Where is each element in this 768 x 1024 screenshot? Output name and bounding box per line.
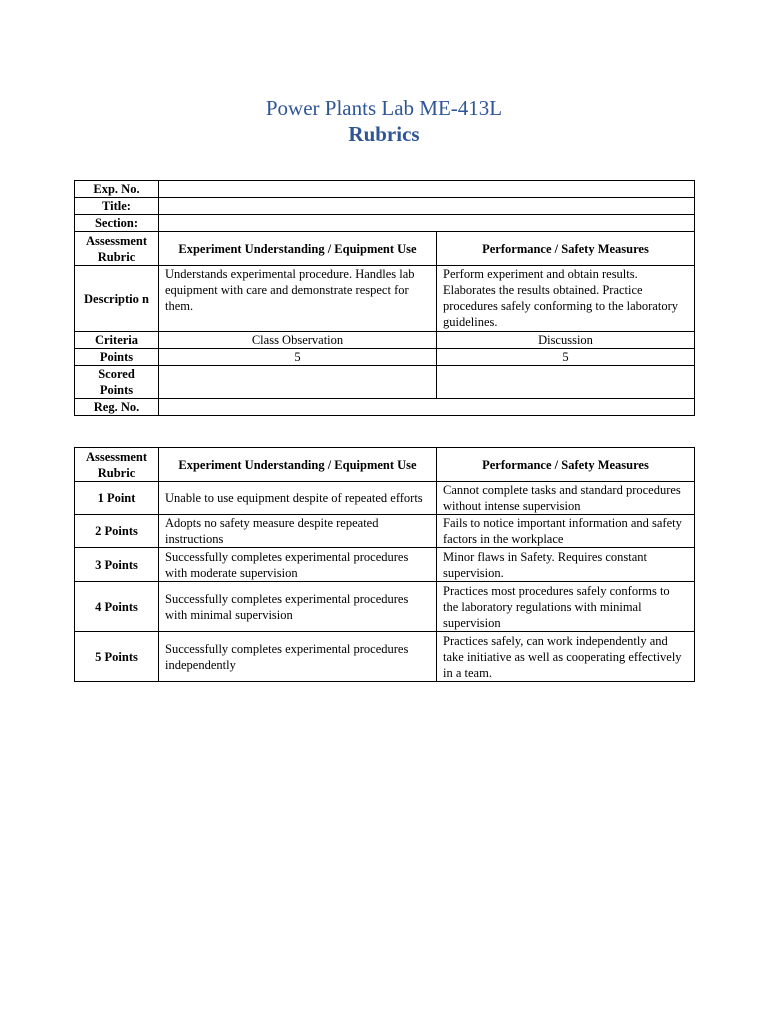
level-4-label: 4 Points bbox=[75, 582, 159, 632]
level-1-label: 1 Point bbox=[75, 482, 159, 515]
level-1-understanding: Unable to use equipment despite of repeated efforts bbox=[159, 482, 437, 515]
performance-points: 5 bbox=[437, 349, 695, 366]
understanding-points: 5 bbox=[159, 349, 437, 366]
level-row-2 bbox=[75, 515, 695, 548]
understanding-header: Experiment Understanding / Equipment Use bbox=[159, 232, 437, 266]
criteria-row bbox=[75, 332, 695, 349]
level-4-understanding: Successfully completes experimental procedures with minimal supervision bbox=[159, 582, 437, 632]
section-field[interactable] bbox=[159, 215, 695, 232]
reg-no-row bbox=[75, 399, 695, 416]
reg-no-label: Reg. No. bbox=[75, 399, 159, 416]
exp-no-field[interactable] bbox=[159, 181, 695, 198]
scored-points-row bbox=[75, 366, 695, 399]
levels-understanding-header: Experiment Understanding / Equipment Use bbox=[159, 448, 437, 482]
performance-header: Performance / Safety Measures bbox=[437, 232, 695, 266]
criteria-label: Criteria bbox=[75, 332, 159, 349]
title-field[interactable] bbox=[159, 198, 695, 215]
level-1-performance: Cannot complete tasks and standard procedures without intense supervision bbox=[437, 482, 695, 515]
level-5-understanding: Successfully completes experimental procedures independently bbox=[159, 632, 437, 682]
level-row-4 bbox=[75, 582, 695, 632]
level-2-performance: Fails to notice important information and safety factors in the workplace bbox=[437, 515, 695, 548]
rubric-levels-table bbox=[74, 447, 695, 682]
assessment-rubric-label: Assessment Rubric bbox=[75, 232, 159, 266]
level-3-performance: Minor flaws in Safety. Requires constant supervision. bbox=[437, 548, 695, 582]
levels-assessment-rubric-label: Assessment Rubric bbox=[75, 448, 159, 482]
level-3-understanding: Successfully completes experimental procedures with moderate supervision bbox=[159, 548, 437, 582]
experiment-info-table bbox=[74, 180, 695, 416]
levels-header-row bbox=[75, 448, 695, 482]
points-label: Points bbox=[75, 349, 159, 366]
document-title: Power Plants Lab ME-413L bbox=[265, 96, 503, 120]
performance-criteria: Discussion bbox=[437, 332, 695, 349]
document-subtitle: Rubrics bbox=[348, 122, 420, 146]
performance-scored-field[interactable] bbox=[437, 366, 695, 399]
title-label: Title: bbox=[75, 198, 159, 215]
title-row bbox=[75, 198, 695, 215]
description-row bbox=[75, 266, 695, 332]
scored-points-label: Scored Points bbox=[75, 366, 159, 399]
understanding-scored-field[interactable] bbox=[159, 366, 437, 399]
levels-performance-header: Performance / Safety Measures bbox=[437, 448, 695, 482]
level-5-label: 5 Points bbox=[75, 632, 159, 682]
level-2-label: 2 Points bbox=[75, 515, 159, 548]
exp-no-label: Exp. No. bbox=[75, 181, 159, 198]
level-4-performance: Practices most procedures safely conforms to the laboratory regulations with minimal supervision bbox=[437, 582, 695, 632]
level-5-performance: Practices safely, can work independently and take initiative as well as cooperating effectively in a team. bbox=[437, 632, 695, 682]
section-label: Section: bbox=[75, 215, 159, 232]
understanding-description: Understands experimental procedure. Handles lab equipment with care and demonstrate respect for them. bbox=[159, 266, 437, 332]
points-row bbox=[75, 349, 695, 366]
header-row bbox=[75, 232, 695, 266]
section-row bbox=[75, 215, 695, 232]
reg-no-field[interactable] bbox=[159, 399, 695, 416]
level-2-understanding: Adopts no safety measure despite repeated instructions bbox=[159, 515, 437, 548]
performance-description: Perform experiment and obtain results. Elaborates the results obtained. Practice procedures safely conforming to the laboratory guidelines. bbox=[437, 266, 695, 332]
level-row-3 bbox=[75, 548, 695, 582]
description-label: Descriptio n bbox=[75, 266, 159, 332]
level-3-label: 3 Points bbox=[75, 548, 159, 582]
exp-no-row bbox=[75, 181, 695, 198]
level-row-5 bbox=[75, 632, 695, 682]
understanding-criteria: Class Observation bbox=[159, 332, 437, 349]
level-row-1 bbox=[75, 482, 695, 515]
